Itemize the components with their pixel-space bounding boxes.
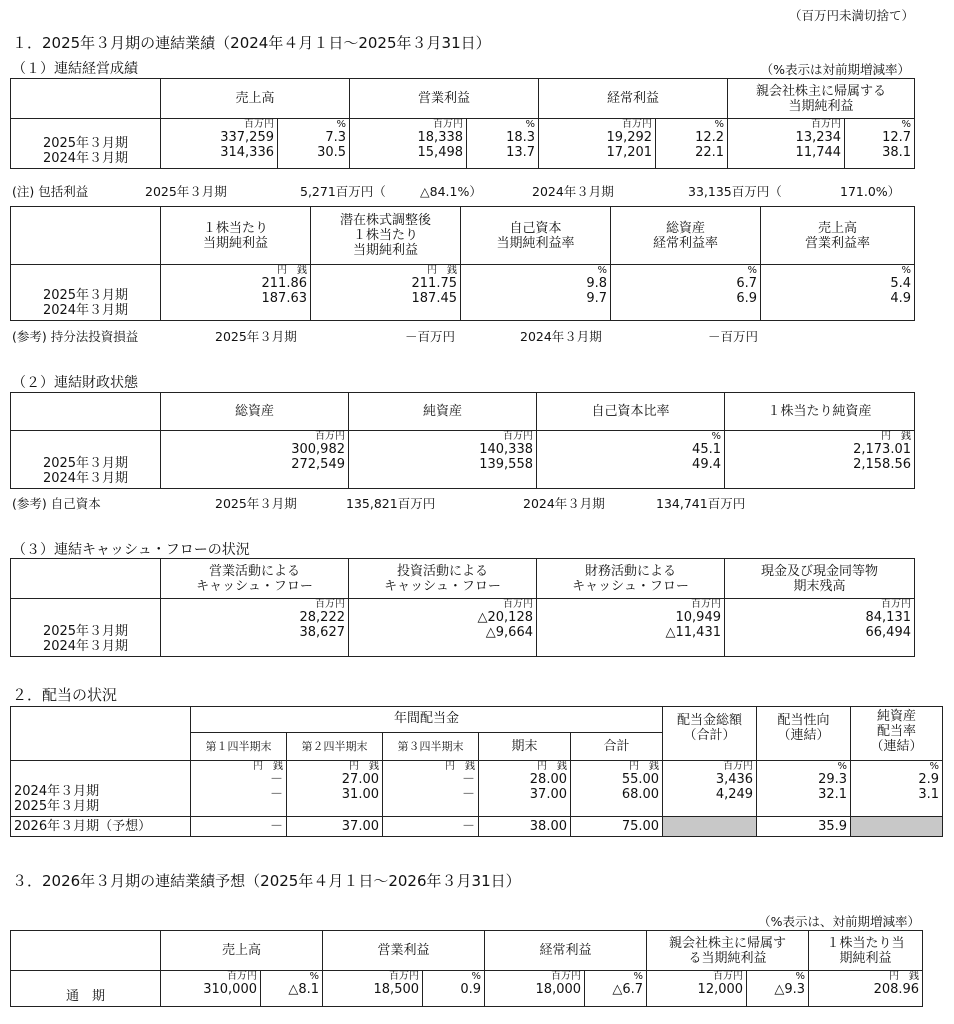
cell-year-end: 円 銭 28.00 37.00 [479, 761, 571, 817]
cell-operating: 百万円 18,500 [323, 971, 423, 1007]
header-net-profit: 親会社株主に帰属する 当期純利益 [728, 79, 915, 119]
unit-note: （百万円未満切捨て） [788, 8, 914, 23]
header-total: 合計 [571, 733, 663, 761]
cell-net-pct: % △9.3 [747, 971, 809, 1007]
section-1-2-title: （２）連結財政状態 [12, 375, 138, 391]
header-blank [11, 707, 191, 761]
header-blank [11, 393, 161, 431]
section-1-title: １．2025年３月期の連結業績（2024年４月１日～2025年３月31日） [12, 34, 491, 52]
cell-total-assets: 百万円 300,982 272,549 [161, 431, 349, 489]
header-payout-ratio: 配当性向 （連結） [757, 707, 851, 761]
forecast-total: 75.00 [571, 817, 663, 837]
equity-value-1: 135,821百万円 [346, 496, 436, 511]
cell-roe: % 9.8 9.7 [461, 265, 611, 321]
cell-q3: 円 銭 － － [383, 761, 479, 817]
cell-total: 円 銭 55.00 68.00 [571, 761, 663, 817]
cell-total-dividend: 百万円 3,436 4,249 [663, 761, 757, 817]
cell-eps: 円 銭 211.86 187.63 [161, 265, 311, 321]
cell-eps: 円 銭 208.96 [809, 971, 923, 1007]
cell-q2: 円 銭 27.00 31.00 [287, 761, 383, 817]
cell-net: 百万円 13,234 11,744 [728, 119, 845, 169]
header-ordinary-profit: 経常利益 [539, 79, 728, 119]
comprehensive-income-period-1: 2025年３月期 [145, 184, 227, 199]
header-equity-ratio: 自己資本比率 [537, 393, 725, 431]
cell-ordinary-pct: % 12.2 22.1 [656, 119, 728, 169]
forecast-total-dividend [663, 817, 757, 837]
header-blank [11, 207, 161, 265]
header-sales: 売上高 [161, 931, 323, 971]
equity-method-label: (参考) 持分法投資損益 [12, 329, 139, 344]
cell-net-assets: 百万円 140,338 139,558 [349, 431, 537, 489]
section-3-title: ３．2026年３月期の連結業績予想（2025年４月１日～2026年３月31日） [12, 872, 521, 890]
header-operating-profit: 営業利益 [350, 79, 539, 119]
header-eps: １株当たり 当期純利益 [161, 207, 311, 265]
cell-sales: 百万円 310,000 [161, 971, 261, 1007]
header-q2: 第２四半期末 [287, 733, 383, 761]
cell-equity-ratio: % 45.1 49.4 [537, 431, 725, 489]
cell-sales: 百万円 337,259 314,336 [161, 119, 278, 169]
section-1-1-note: （%表示は対前期増減率） [760, 62, 910, 77]
cell-operating-pct: % 18.3 13.7 [467, 119, 539, 169]
header-operating-profit: 営業利益 [323, 931, 485, 971]
cell-payout-ratio: % 29.3 32.1 [757, 761, 851, 817]
row-labels: 2025年３月期 2024年３月期 [11, 265, 161, 321]
cell-sales-pct: % 7.3 30.5 [278, 119, 350, 169]
header-eps: １株当たり当 期純利益 [809, 931, 923, 971]
forecast-doe [851, 817, 943, 837]
header-investing-cf: 投資活動による キャッシュ・フロー [349, 559, 537, 599]
equity-method-value-1: －百万円 [405, 329, 456, 344]
row-label: 通 期 [11, 971, 161, 1007]
comprehensive-income-rate-1: △84.1%） [420, 184, 482, 199]
header-bps: １株当たり純資産 [725, 393, 915, 431]
equity-period-1: 2025年３月期 [215, 496, 297, 511]
header-roe: 自己資本 当期純利益率 [461, 207, 611, 265]
cell-doe: % 2.9 3.1 [851, 761, 943, 817]
header-blank [11, 559, 161, 599]
cell-net: 百万円 12,000 [647, 971, 747, 1007]
header-q3: 第３四半期末 [383, 733, 479, 761]
header-net-assets: 純資産 [349, 393, 537, 431]
forecast-year-end: 38.00 [479, 817, 571, 837]
row-labels: 2024年３月期 2025年３月期 [11, 761, 191, 817]
forecast-q3: － [383, 817, 479, 837]
cell-sales-pct: % △8.1 [261, 971, 323, 1007]
financial-position-table [10, 392, 915, 489]
forecast-q1: － [191, 817, 287, 837]
equity-method-period-2: 2024年３月期 [520, 329, 602, 344]
cell-financing-cf: 百万円 10,949 △11,431 [537, 599, 725, 657]
equity-period-2: 2024年３月期 [523, 496, 605, 511]
header-total-assets: 総資産 [161, 393, 349, 431]
row-labels: 2025年３月期 2024年３月期 [11, 599, 161, 657]
header-q1: 第１四半期末 [191, 733, 287, 761]
header-sales: 売上高 [161, 79, 350, 119]
cell-investing-cf: 百万円 △20,128 △9,664 [349, 599, 537, 657]
cell-operating-cf: 百万円 28,222 38,627 [161, 599, 349, 657]
header-blank [11, 931, 161, 971]
forecast-q2: 37.00 [287, 817, 383, 837]
comprehensive-income-label: (注) 包括利益 [12, 184, 89, 199]
comprehensive-income-value-2: 33,135百万円（ [688, 184, 782, 199]
equity-value-2: 134,741百万円 [656, 496, 746, 511]
operating-results-table [10, 78, 915, 169]
cell-net-pct: % 12.7 38.1 [845, 119, 915, 169]
equity-method-period-1: 2025年３月期 [215, 329, 297, 344]
header-doe: 純資産 配当率 （連結） [851, 707, 943, 761]
header-financing-cf: 財務活動による キャッシュ・フロー [537, 559, 725, 599]
header-operating-cf: 営業活動による キャッシュ・フロー [161, 559, 349, 599]
row-labels: 2025年３月期 2024年３月期 [11, 119, 161, 169]
header-diluted-eps: 潜在株式調整後 １株当たり 当期純利益 [311, 207, 461, 265]
cell-bps: 円 銭 2,173.01 2,158.56 [725, 431, 915, 489]
dividends-table [10, 706, 943, 837]
forecast-row [11, 817, 943, 837]
per-share-table [10, 206, 915, 321]
cell-cash-end: 百万円 84,131 66,494 [725, 599, 915, 657]
cell-q1: 円 銭 － － [191, 761, 287, 817]
cell-roa: % 6.7 6.9 [611, 265, 761, 321]
forecast-label: 2026年３月期（予想） [11, 817, 191, 837]
header-annual-dividends: 年間配当金 [191, 707, 663, 733]
comprehensive-income-value-1: 5,271百万円（ [300, 184, 386, 199]
header-cash-end: 現金及び現金同等物 期末残高 [725, 559, 915, 599]
equity-method-value-2: －百万円 [708, 329, 759, 344]
header-ordinary-profit: 経常利益 [485, 931, 647, 971]
row-labels: 2025年３月期 2024年３月期 [11, 431, 161, 489]
header-operating-margin: 売上高 営業利益率 [761, 207, 915, 265]
header-year-end: 期末 [479, 733, 571, 761]
cell-ordinary-pct: % △6.7 [585, 971, 647, 1007]
cash-flow-table [10, 558, 915, 657]
header-roa: 総資産 経常利益率 [611, 207, 761, 265]
cell-diluted-eps: 円 銭 211.75 187.45 [311, 265, 461, 321]
comprehensive-income-period-2: 2024年３月期 [532, 184, 614, 199]
equity-label: (参考) 自己資本 [12, 496, 101, 511]
cell-operating: 百万円 18,338 15,498 [350, 119, 467, 169]
forecast-payout-ratio: 35.9 [757, 817, 851, 837]
comprehensive-income-rate-2: 171.0%） [840, 184, 901, 199]
forecast-table [10, 930, 923, 1007]
header-total-dividend: 配当金総額 （合計） [663, 707, 757, 761]
header-net-profit: 親会社株主に帰属す る当期純利益 [647, 931, 809, 971]
cell-ordinary: 百万円 18,000 [485, 971, 585, 1007]
section-2-title: ２．配当の状況 [12, 686, 118, 704]
cell-ordinary: 百万円 19,292 17,201 [539, 119, 656, 169]
section-3-note: （%表示は、対前期増減率） [758, 914, 920, 929]
cell-operating-pct: % 0.9 [423, 971, 485, 1007]
cell-operating-margin: % 5.4 4.9 [761, 265, 915, 321]
header-blank [11, 79, 161, 119]
section-1-3-title: （３）連結キャッシュ・フローの状況 [12, 542, 250, 558]
section-1-1-title: （１）連結経営成績 [12, 61, 138, 77]
